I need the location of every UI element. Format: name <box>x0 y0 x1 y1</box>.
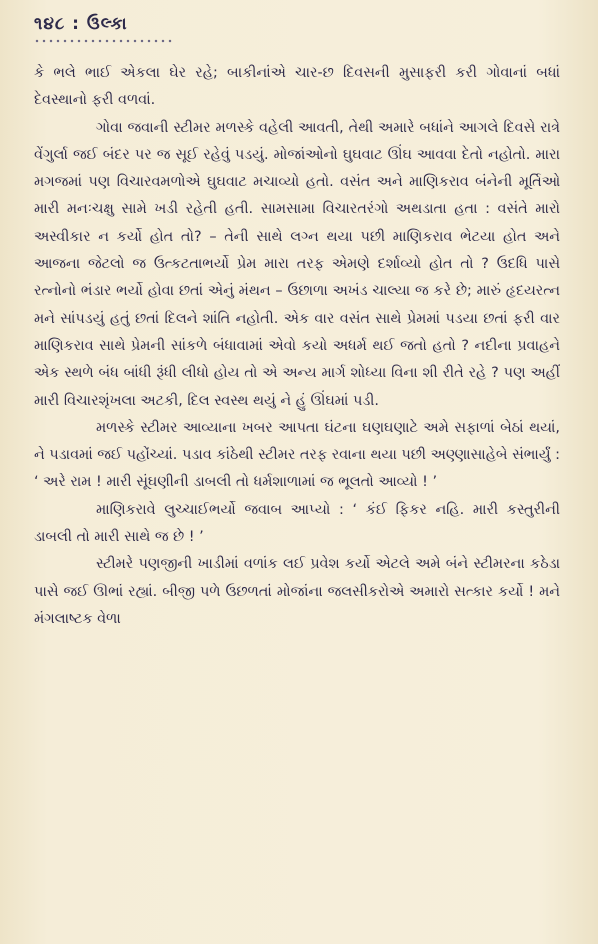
paragraph-1: કે ભલે ભાઈ એકલા ઘેર રહે; બાકીનાંએ ચાર-છ દિવસની મુસાફરી કરી ગોવાનાં બધાં દેવસ્થાનો ફરી વળવાં. <box>34 65 560 109</box>
body-text <box>34 60 560 633</box>
paragraph-2: ગોવા જવાની સ્ટીમર મળસ્કે વહેલી આવતી, તેથી અમારે બધાંને આગલે દિવસે રાત્રે વેંગુર્લા જઈ બંદર પર જ સૂઈ રહેવું પડયું. મોજાંઓનો ઘુઘવાટ ઊંઘ આવવા દેતો નહોતો. મારા મગજમાં પણ વિચારવમળોએ ઘુઘવાટ મચાવ્યો હતો. વસંત અને માણિકરાવ બંનેની મૂર્તિઓ મારી મનઃચક્ષુ સામે ખડી રહેતી હતી. સામસામા વિચારતરંગો અથડાતા હતા : વસંતે મારો અસ્વીકાર ન કર્યો હોત તો? – તેની સાથે લગ્ન થયા પછી માણિકરાવ ભેટયા હોત અને આજના જેટલો જ ઉત્કટતાભર્યો પ્રેમ મારા તરફ એમણે દર્શાવ્યો હોત તો ? ઉદધિ પાસે રત્નોનો ભંડાર ભર્યો હોવા છતાં એનું મંથન – ઉછાળા અખંડ ચાલ્યા જ કરે છે; મારું હૃદયરત્ન મને સાંપડયું હતું છતાં દિલને શાંતિ નહોતી. એક વાર વસંત સાથે પ્રેમમાં પડયા છતાં ફરી વાર માણિકરાવ સાથે પ્રેમની સાંકળે બંધાવામાં એવો કયો અધર્મ થઈ જતો હતો ? નદીના પ્રવાહને એક સ્થળે બંધ બાંધી રૂંધી લીધો હોય તો એ અન્ય માર્ગ શોધ્યા વિના શી રીતે રહે ? પણ અહીં મારી વિચારશૃંખલા અટકી, દિલ સ્વસ્થ થયું ને હું ઊંઘમાં પડી. <box>34 119 560 409</box>
paragraph-4: માણિકરાવે લુચ્ચાઈભર્યો જવાબ આપ્યો : ‘ કંઈ ફિકર નહિ. મારી કસ્તુરીની ડાબલી તો મારી સાથે જ છે ! ’ <box>34 501 560 546</box>
paragraph-5: સ્ટીમરે પણજીની ખાડીમાં વળાંક લઈ પ્રવેશ કર્યો એટલે અમે બંને સ્ટીમરના કઠેડા પાસે જઈ ઊભાં રહ્યાં. બીજી પળે ઉછળતાં મોજાંના જલસીકરોએ અમારો સત્કાર કર્યો ! મને મંગલાષ્ટક વેળા <box>34 556 560 627</box>
header-rule <box>34 38 174 44</box>
running-head: ૧૪૮ : ઉલ્કા <box>34 14 128 34</box>
paragraph-3: મળસ્કે સ્ટીમર આવ્યાના ખબર આપતા ઘંટના ઘણઘણાટે અમે સફાળાં બેઠાં થયાં, ને પડાવમાં જઈ પહોંચ્યાં. પડાવ કાંઠેથી સ્ટીમર તરફ રવાના થયા પછી અણ્ણાસાહેબે સંભાર્યું : ‘ અરે રામ ! મારી સૂંઘણીની ડાબલી તો ધર્મશાળામાં જ ભૂલતો આવ્યો ! ’ <box>34 419 560 491</box>
